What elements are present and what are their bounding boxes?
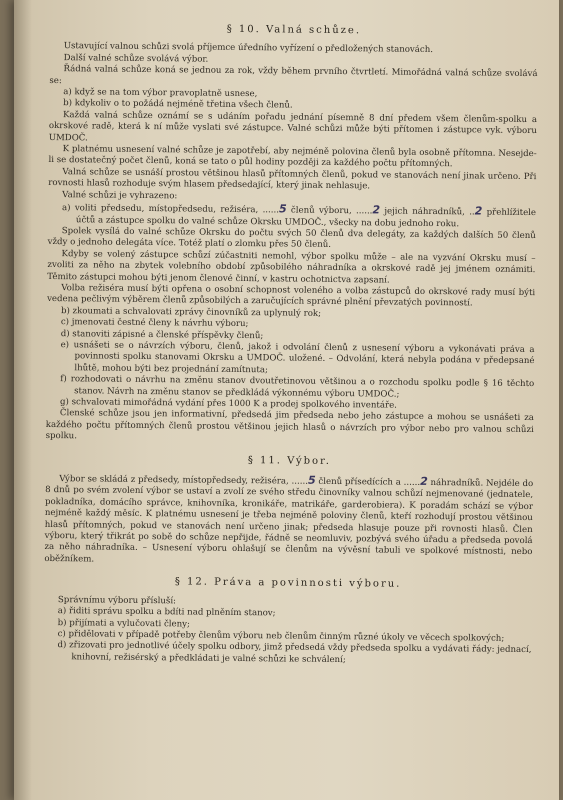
s10-paragraph-2: Další valné schůze svolává výbor.	[63, 52, 209, 65]
s10-convene-item-b: b) kdykoliv o to požádá nejméně třetina všech členů.	[63, 98, 293, 111]
s10-paragraph-1: Ustavující valnou schůzi svolá příjemce úředního vyřízení o předložených stanovách.	[63, 41, 434, 56]
s10-paragraph-5: K platnému usnesení valné schůze je zapotřebí, aby nejméně polovina členů byla osobně přítomna. Nesejde-li se dostatečný počet členů, koná se tato o půl hodiny později za každého počtu přítomných.	[48, 144, 537, 170]
handwritten-number: 5	[278, 202, 287, 216]
handwritten-number: 5	[307, 473, 316, 487]
item-a-text-4: přehlížitele účtů a zástupce spolku do valné schůze Okrsku UMDOČ., všecky na dobu jednoho roku.	[75, 207, 537, 229]
s12-duty-c: c) přidělovati v případě potřeby členům výboru neb členům činným různé úkoly ve věcech spolkových;	[57, 629, 505, 644]
s11-paragraph-1	[44, 472, 533, 570]
document-text	[43, 22, 538, 668]
s12-duty-a: a) řiditi správu spolku a bdíti nad plněním stanov;	[57, 606, 276, 619]
item-a-text-2: členů výboru, ......	[286, 205, 373, 217]
s10-reserved-item-d: d) stanoviti zápisné a členské příspěvky členů;	[60, 328, 264, 341]
handwritten-number: 2	[474, 204, 483, 218]
s10-paragraph-9: Kdyby se volený zástupce schůzí zúčastniti nemohl, výbor spolku může – ale na vyzvání Okrsku musí – zvoliti za něho na zbytek volebního období způsobilého náhradníka a okrskové radě jej jménem oznámiti. Těmito zástupci mohou býti jenom členové činní, v kastru ochotnictva zapsaní.	[47, 248, 536, 286]
section-10-heading: § 10. Valná schůze.	[226, 23, 362, 37]
s10-reserved-item-g: g) schvalovati mimořádná vydání přes 1000 K a prodej spolkového inventáře.	[59, 397, 397, 411]
item-a-text-1: a) voliti předsedu, místopředsedu, režiséra, ......	[61, 203, 280, 216]
s10-paragraph-10: Volba režiséra musí býti opřena o osobní schopnost voleného a volba zástupců do okrskové rady musí býti vedena pečlivým výběrem členů způsobilých a zaručujících správné plnění převzatých povinností.	[47, 283, 536, 309]
s12-duty-d: d) zřizovati pro jednotlivé účely spolku odbory, jimž předsedá vždy předseda spolku a vydávati řády: jednací, knihovní, režisérský a předkládati je valné schůzi ke schválení;	[57, 640, 532, 665]
s11-text-2: členů přísedících a ......	[315, 476, 421, 488]
handwritten-number: 2	[372, 203, 381, 217]
s10-reserved-item-e: e) usnášeti se o návrzích výboru, členů, jakož i odvolání členů z usnesení výboru a vykonávati práva a povinnosti spolku stanovami Okrsku a UMDOČ. uložené. – Odvolání, která nebyla podána v předepsané lhůtě, mohou býti bez projednání zamítnuta;	[60, 340, 535, 376]
s12-duties-list	[57, 606, 532, 668]
page-fold-shadow	[14, 0, 32, 800]
s10-paragraph-8: Spolek vysílá do valné schůze Okrsku do počtu svých 50 členů dva delegáty, za každých dalších 50 členů vždy o jednoho delegáta více. Totéž platí o zlomku přes 50 členů.	[47, 226, 536, 251]
s10-paragraph-3: Řádná valná schůze koná se jednou za rok, vždy během prvního čtvrtletí. Mimořádná valná schůze svolává se:	[49, 64, 538, 86]
s10-paragraph-4: Každá valná schůze oznámí se s udáním pořadu jednání písemně 8 dní předem všem členům-spolku a okrskové radě, která k ní může vyslati své zástupce. Valné schůzi může býti přítomen i zástupce vyk. výboru UMDOČ.	[48, 109, 538, 144]
s10-reserved-item-b: b) zkoumati a schvalovati zprávy činovníků za uplynulý rok;	[60, 305, 322, 319]
s12-intro: Správnímu výboru přísluší:	[57, 594, 177, 607]
s12-duty-b: b) přijímati a vylučovati členy;	[57, 617, 191, 629]
s10-convene-item-a: a) když se na tom výbor pravoplatně usnese,	[63, 87, 258, 100]
s10-paragraph-6: Valná schůze se usnáší prostou většinou hlasů přítomných členů, pokud ve stanovách není jinak určeno. Při rovnosti hlasů rozhoduje svým hlasem předsedající, který jinak nehlasuje.	[48, 167, 537, 192]
s10-reserved-list-b-g	[60, 306, 535, 414]
section-12-heading: § 12. Práva a povinnosti výboru.	[174, 576, 402, 590]
s10-reserved-item-c: c) jmenovati čestné členy k návrhu výboru;	[60, 317, 249, 330]
s11-text-1: Výbor se skládá z předsedy, místopředsedy, režiséra, ......	[59, 474, 309, 487]
item-a-text-3: jejich náhradníků, ..	[380, 206, 475, 218]
s11-text-3: náhradníků. Nejdéle do 8 dnů po svém zvolení výbor se ustaví a zvolí ze svého středu činovníky valnou schůzí nejmenované (jednatele, pokladníka, domácího správce, knihovníka, kronikáře, matrikáře, garderobiera). K poradám schází se výbor nejméně každý měsíc. K platnému usnesení je třeba nejméně poloviny členů, kteří rozhodují prostou většinou hlasů přítomných, pokud ve stanovách není určeno jinak; předseda hlasuje pouze při rovnosti hlasů. Člen výboru, který třikrát po sobě do schůze nepřijde, řádně se neomluviv, pozbývá svého úřadu a předseda povolá za něho náhradníka. – Usnesení výboru ohlašují se členům na vývěsní tabuli ve spolkové místnosti, nebo oběžníkem.	[44, 478, 534, 565]
document-page	[14, 0, 559, 800]
handwritten-number: 2	[420, 474, 428, 489]
s10-paragraph-7: Valné schůzi je vyhrazeno:	[62, 189, 178, 202]
s10-reserved-item-f: f) rozhodovati o návrhu na změnu stanov dvoutřetinovou většinou a o rozchodu spolku podle § 16 těchto stanov. Návrh na změnu stanov se předkládá výkonnému výboru UMDOČ.;	[60, 374, 535, 400]
section-11-heading: § 11. Výbor.	[247, 454, 331, 467]
s10-paragraph-11: Členské schůze jsou jen informativní, předsedá jim předseda nebo jeho zástupce a mohou se usnášeti za každého počtu přítomných členů prostou většinou jejich hlasů o návrzích pro výbor nebo pro valnou schůzi spolku.	[45, 408, 534, 442]
